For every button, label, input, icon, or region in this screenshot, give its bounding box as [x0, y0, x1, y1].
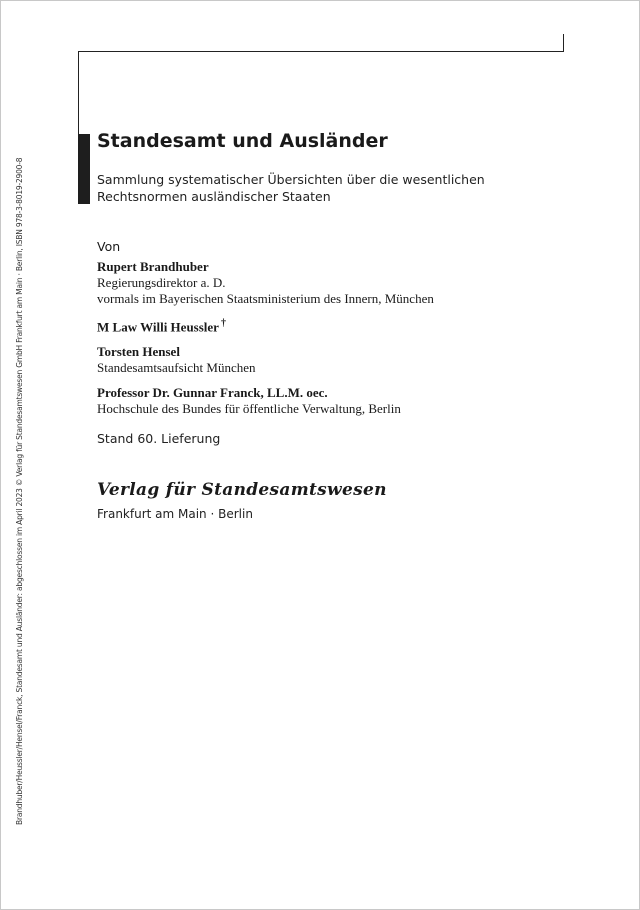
frame-right-rule [563, 34, 564, 52]
page-title: Standesamt und Ausländer [97, 130, 388, 152]
author-entry [97, 344, 567, 376]
author-block [97, 239, 567, 417]
author-affiliation: Regierungsdirektor a. D. [97, 275, 226, 290]
publisher-city: Frankfurt am Main · Berlin [97, 507, 253, 521]
author-name: Rupert Brandhuber [97, 259, 209, 274]
edition-label: Stand 60. Lieferung [97, 431, 221, 446]
page-subtitle: Sammlung systematischer Übersichten über die wesentlichen Rechtsnormen ausländischer Staaten [97, 172, 485, 204]
author-affiliation: vormals im Bayerischen Staatsministerium des Innern, München [97, 291, 434, 306]
frame-left-rule [78, 51, 79, 135]
author-name: Torsten Hensel [97, 344, 180, 360]
dagger-mark: † [220, 318, 226, 329]
author-name-text: M Law Willi Heussler [97, 319, 219, 335]
publisher-name: Verlag für Standesamtswesen [97, 480, 387, 500]
author-affiliation: Hochschule des Bundes für öffentliche Verwaltung, Berlin [97, 401, 401, 417]
author-entry [97, 385, 567, 417]
author-entry [97, 316, 567, 335]
author-name: Professor Dr. Gunnar Franck, LL.M. oec. [97, 385, 328, 401]
author-name [97, 316, 567, 335]
title-accent-bar [78, 134, 90, 204]
von-label: Von [97, 239, 121, 254]
author-entry [97, 259, 567, 307]
spine-imprint: Brandhuber/Heussler/Hensel/Franck, Standesamt und Ausländer: abgeschlossen im April 2023 © Verlag für Standesamtswesen GmbH Frankfurt am Main · Berlin, ISBN 978-3-8019-2900-8 [15, 157, 24, 825]
frame-top-rule [78, 51, 564, 52]
author-affiliation: Standesamtsaufsicht München [97, 360, 256, 376]
